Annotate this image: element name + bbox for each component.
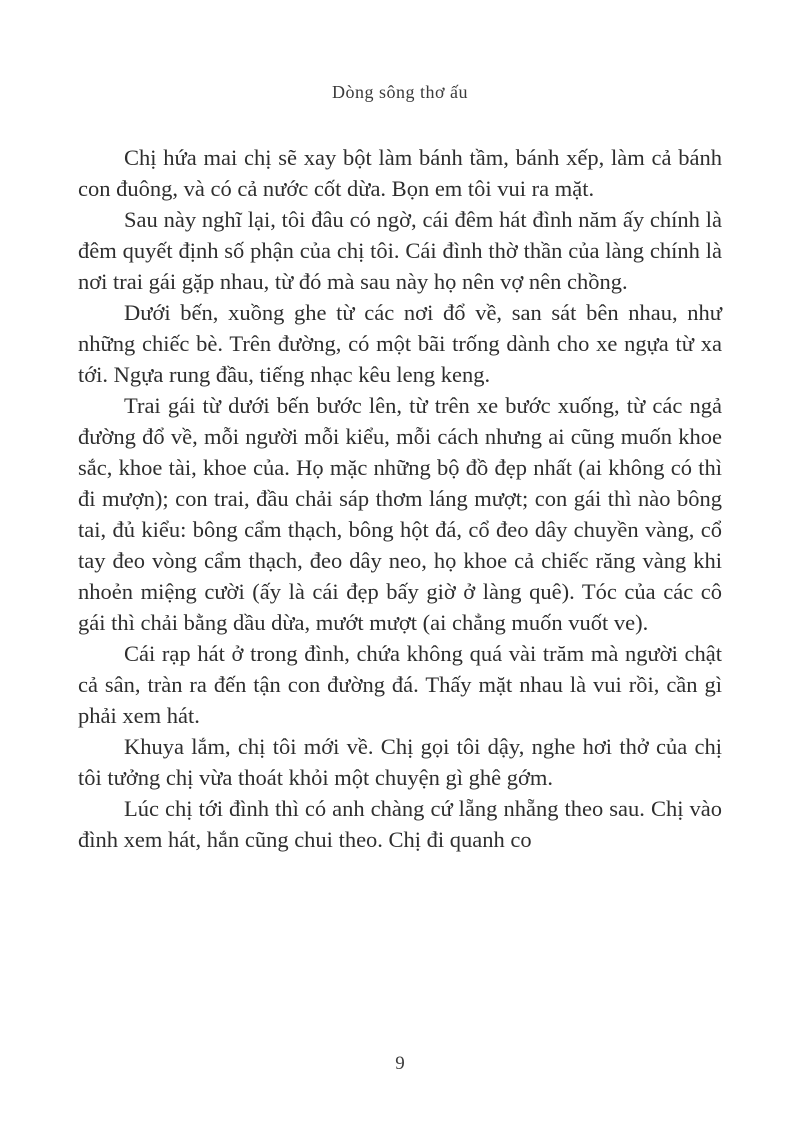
body-paragraph: Lúc chị tới đình thì có anh chàng cứ lẵng nhẵng theo sau. Chị vào đình xem hát, hắn cũng chui theo. Chị đi quanh co [78,796,722,852]
body-paragraph: Trai gái từ dưới bến bước lên, từ trên xe bước xuống, từ các ngả đường đổ về, mỗi người mỗi kiểu, mỗi cách nhưng ai cũng muốn khoe sắc, khoe tài, khoe của. Họ mặc những bộ đồ đẹp nhất (ai không có thì đi mượn); con trai, đầu chải sáp thơm láng mượt; con gái thì nào bông tai, đủ kiểu: bông cẩm thạch, bông hột đá, cổ đeo dây chuyền vàng, cổ tay đeo vòng cẩm thạch, đeo dây neo, họ khoe cả chiếc răng vàng khi nhoẻn miệng cười (ấy là cái đẹp bấy giờ ở làng quê). Tóc của các cô gái thì chải bằng dầu dừa, mướt mượt (ai chẳng muốn vuốt ve). [78,393,722,635]
body-paragraph: Cái rạp hát ở trong đình, chứa không quá vài trăm mà người chật cả sân, tràn ra đến tận con đường đá. Thấy mặt nhau là vui rồi, cần gì phải xem hát. [78,641,722,728]
page-number: 9 [395,1053,405,1074]
body-paragraph: Khuya lắm, chị tôi mới về. Chị gọi tôi dậy, nghe hơi thở của chị tôi tưởng chị vừa thoát khỏi một chuyện gì ghê gớm. [78,734,722,790]
body-text [78,142,722,855]
body-paragraph: Chị hứa mai chị sẽ xay bột làm bánh tầm, bánh xếp, làm cả bánh con đuông, và có cả nước cốt dừa. Bọn em tôi vui ra mặt. [78,145,722,201]
body-paragraph: Dưới bến, xuồng ghe từ các nơi đổ về, san sát bên nhau, như những chiếc bè. Trên đường, có một bãi trống dành cho xe ngựa từ xa tới. Ngựa rung đầu, tiếng nhạc kêu leng keng. [78,300,722,387]
body-paragraph: Sau này nghĩ lại, tôi đâu có ngờ, cái đêm hát đình năm ấy chính là đêm quyết định số phận của chị tôi. Cái đình thờ thần của làng chính là nơi trai gái gặp nhau, từ đó mà sau này họ nên vợ nên chồng. [78,207,722,294]
running-header: Dòng sông thơ ấu [331,82,468,102]
